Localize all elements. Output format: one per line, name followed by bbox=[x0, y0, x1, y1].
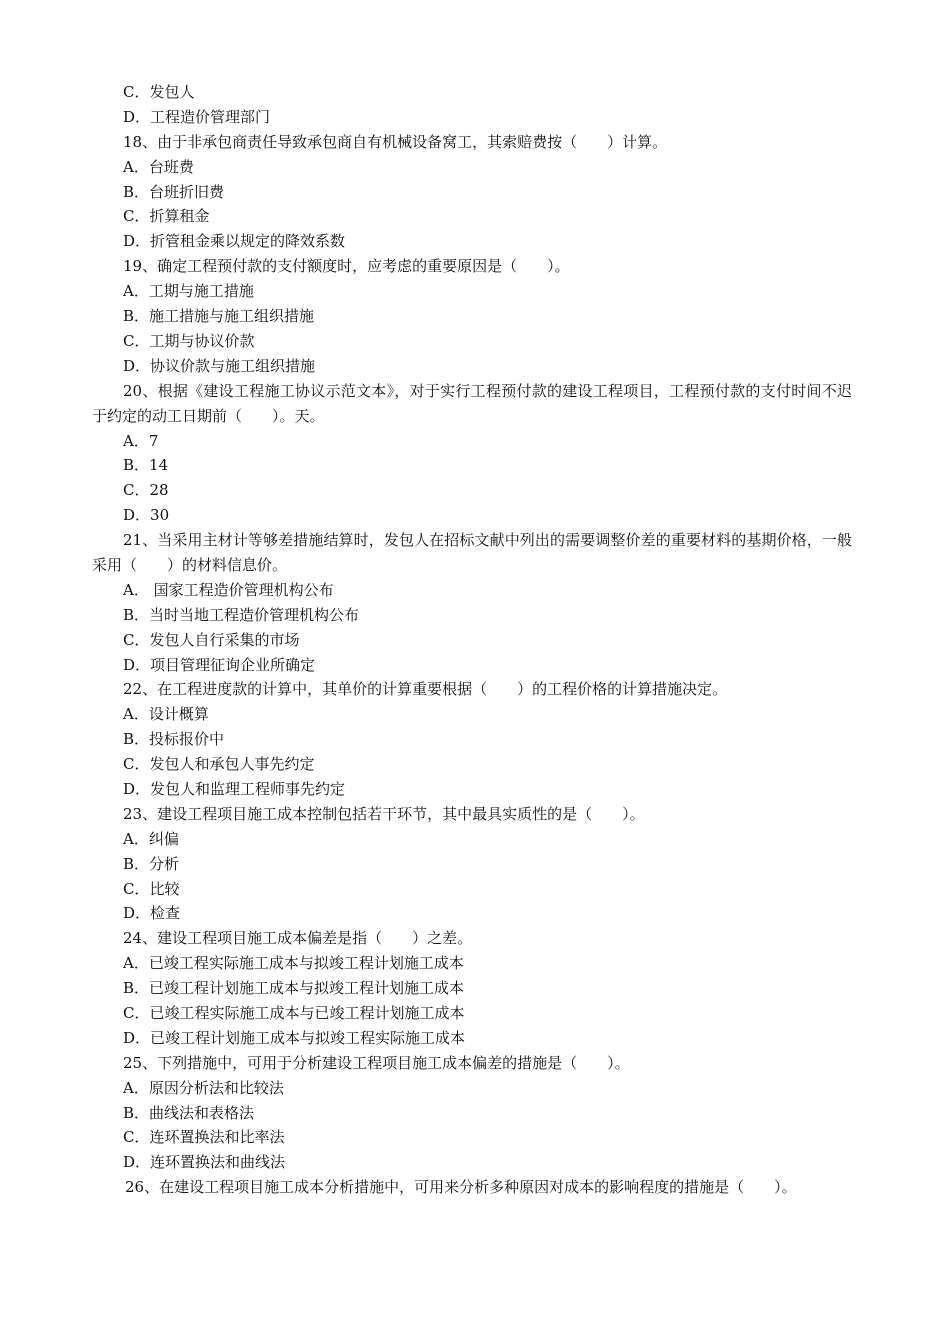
option-line: C．已竣工程实际施工成本与已竣工程计划施工成本 bbox=[123, 1004, 465, 1023]
option-line: B．14 bbox=[123, 456, 169, 475]
option-line: B．分析 bbox=[123, 854, 180, 873]
option-line: B．投标报价中 bbox=[123, 730, 225, 749]
question-23: 23、建设工程项目施工成本控制包括若干环节，其中最具实质性的是（ ）。 bbox=[123, 804, 645, 823]
option-line: A．7 bbox=[123, 431, 159, 450]
option-line: C．工期与协议价款 bbox=[123, 331, 255, 350]
option-line: B．施工措施与施工组织措施 bbox=[123, 307, 315, 326]
question-18: 18、由于非承包商责任导致承包商自有机械设备窝工，其索赔费按（ ）计算。 bbox=[123, 132, 668, 151]
option-line: C．连环置换法和比率法 bbox=[123, 1128, 285, 1147]
option-line: C．发包人 bbox=[123, 83, 195, 101]
option-line: A．设计概算 bbox=[123, 705, 209, 724]
option-line: C．折算租金 bbox=[123, 207, 210, 226]
option-line: C．发包人自行采集的市场 bbox=[123, 630, 300, 649]
option-line: C．比较 bbox=[123, 879, 180, 898]
question-19: 19、确定工程预付款的支付额度时，应考虑的重要原因是（ ）。 bbox=[123, 257, 570, 276]
option-line: A． 国家工程造价管理机构公布 bbox=[123, 580, 334, 599]
option-line: A．台班费 bbox=[123, 157, 194, 176]
option-line: A．纠偏 bbox=[123, 829, 179, 848]
question-26: 26、在建设工程项目施工成本分析措施中，可用来分析多种原因对成本的影响程度的措施是（ ）。 bbox=[125, 1178, 797, 1197]
option-line: B．台班折旧费 bbox=[123, 182, 225, 201]
option-line: D．连环置换法和曲线法 bbox=[123, 1153, 286, 1172]
option-line: D．发包人和监理工程师事先约定 bbox=[123, 780, 346, 798]
question-24: 24、建设工程项目施工成本偏差是指（ ）之差。 bbox=[123, 929, 473, 948]
document-page bbox=[92, 80, 852, 1200]
option-line: D．项目管理征询企业所确定 bbox=[123, 655, 316, 674]
question-25: 25、下列措施中，可用于分析建设工程项目施工成本偏差的措施是（ ）。 bbox=[123, 1053, 630, 1072]
option-line: B．已竣工程计划施工成本与拟竣工程计划施工成本 bbox=[123, 979, 465, 998]
question-21: 21、当采用主材计等够差措施结算时，发包人在招标文献中列出的需要调整价差的重要材料的基期价格，一般采用（ ）的材料信息价。 bbox=[92, 531, 852, 574]
option-line: A．原因分析法和比较法 bbox=[123, 1078, 284, 1097]
option-line: D．已竣工程计划施工成本与拟竣工程实际施工成本 bbox=[123, 1028, 466, 1047]
option-line: C．28 bbox=[123, 481, 169, 500]
option-line: B．当时当地工程造价管理机构公布 bbox=[123, 605, 360, 624]
option-line: D．协议价款与施工组织措施 bbox=[123, 356, 316, 375]
option-line: A．已竣工程实际施工成本与拟竣工程计划施工成本 bbox=[123, 954, 464, 973]
option-line: B．曲线法和表格法 bbox=[123, 1103, 255, 1122]
option-line: D．折管租金乘以规定的降效系数 bbox=[123, 232, 346, 251]
option-line: D．30 bbox=[123, 506, 170, 525]
question-22: 22、在工程进度款的计算中，其单价的计算重要根据（ ）的工程价格的计算措施决定。 bbox=[123, 680, 728, 699]
option-line: C．发包人和承包人事先约定 bbox=[123, 755, 315, 774]
option-line: D．检查 bbox=[123, 904, 181, 923]
option-line: A．工期与施工措施 bbox=[123, 282, 254, 301]
option-line: D．工程造价管理部门 bbox=[123, 107, 271, 126]
question-20: 20、根据《建设工程施工协议示范文本》，对于实行工程预付款的建设工程项目，工程预付款的支付时间不迟于约定的动工日期前（ ）。天。 bbox=[92, 381, 852, 425]
